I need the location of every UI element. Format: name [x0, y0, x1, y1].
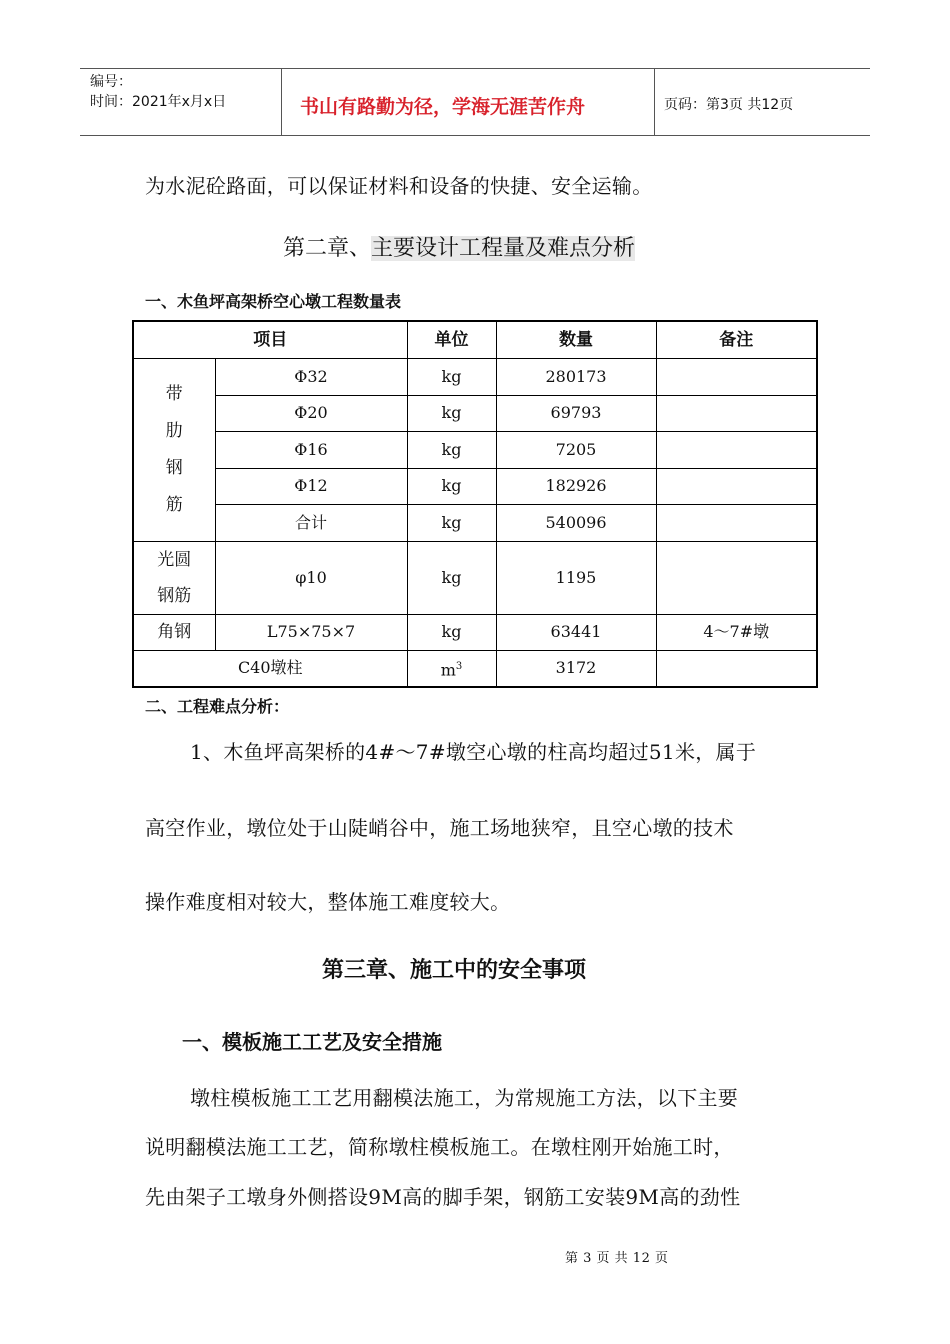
- table-row: [133, 468, 817, 504]
- pier-column-label: C40墩柱: [133, 650, 407, 687]
- table-cell-unit: $m^3$: [407, 650, 496, 687]
- header-motto: 书山有路勤为径，学海无涯苦作舟: [300, 96, 586, 118]
- difficulty-line-3: 操作难度相对较大，整体施工难度较大。: [145, 890, 511, 914]
- table-cell-unit: kg: [407, 468, 496, 504]
- section1-title: 一、木鱼坪高架桥空心墩工程数量表: [145, 292, 402, 311]
- table-cell-qty: 280173: [496, 358, 656, 395]
- difficulty-line-1: 1、木鱼坪高架桥的4#～7#墩空心墩的柱高均超过51米，属于: [190, 740, 757, 764]
- difficulty-line-2: 高空作业，墩位处于山陡峭谷中，施工场地狭窄，且空心墩的技术: [145, 816, 734, 840]
- header-unit: 单位: [407, 321, 496, 358]
- table-cell-qty: 1195: [496, 541, 656, 614]
- table-row: [133, 541, 817, 614]
- table-cell-note: [656, 358, 817, 395]
- header-top-rule: [80, 68, 870, 69]
- table-cell-unit: kg: [407, 395, 496, 431]
- section2-title: 二、工程难点分析：: [145, 697, 290, 716]
- table-cell-spec: Φ16: [215, 431, 407, 468]
- table-cell-note: [656, 650, 817, 687]
- table-cell-spec: L75×75×7: [215, 614, 407, 650]
- header-page-info: 页码：第3页 共12页: [664, 97, 794, 113]
- table-cell-qty: 540096: [496, 504, 656, 541]
- table-row: [133, 614, 817, 650]
- chapter2-heading: [283, 231, 635, 262]
- table-cell-note: [656, 431, 817, 468]
- table-cell-qty: 69793: [496, 395, 656, 431]
- table-row: [133, 504, 817, 541]
- table-cell-spec: 合计: [215, 504, 407, 541]
- chapter2-title: 主要设计工程量及难点分析: [371, 236, 636, 261]
- table-cell-qty: 3172: [496, 650, 656, 687]
- header-bottom-rule: [80, 135, 870, 136]
- table-cell-qty: 7205: [496, 431, 656, 468]
- header-note: 备注: [656, 321, 817, 358]
- chapter3-heading: 第三章、施工中的安全事项: [322, 958, 587, 983]
- table-cell-qty: 182926: [496, 468, 656, 504]
- table-header-row: [133, 321, 817, 358]
- table-cell-unit: kg: [407, 541, 496, 614]
- table-cell-note: [656, 395, 817, 431]
- table-cell-qty: 63441: [496, 614, 656, 650]
- table-row: [133, 431, 817, 468]
- header-item: 项目: [133, 321, 407, 358]
- page-footer: 第 3 页 共 12 页: [565, 1251, 669, 1266]
- formwork-line-3: 先由架子工墩身外侧搭设9M高的脚手架，钢筋工安装9M高的劲性: [145, 1185, 741, 1209]
- quantity-table: [132, 320, 818, 688]
- plain-rebar-label: 光圆 钢筋: [133, 541, 215, 614]
- chapter2-prefix: 第二章、: [283, 236, 372, 261]
- table-cell-note: [656, 504, 817, 541]
- header-code-label: 编号：: [90, 74, 132, 90]
- table-cell-unit: kg: [407, 358, 496, 395]
- header-date: 时间：2021年x月x日: [90, 94, 227, 110]
- table-row: [133, 395, 817, 431]
- table-cell-note: [656, 541, 817, 614]
- table-cell-unit: kg: [407, 614, 496, 650]
- header-quantity: 数量: [496, 321, 656, 358]
- table-cell-spec: Φ20: [215, 395, 407, 431]
- table-cell-spec: φ10: [215, 541, 407, 614]
- table-row: [133, 358, 817, 395]
- table-cell-note: [656, 468, 817, 504]
- table-cell-note: 4～7#墩: [656, 614, 817, 650]
- ribbed-rebar-label: 带 肋 钢 筋: [133, 358, 215, 541]
- table-cell-spec: Φ12: [215, 468, 407, 504]
- table-cell-spec: Φ32: [215, 358, 407, 395]
- formwork-line-2: 说明翻模法施工工艺，简称墩柱模板施工。在墩柱刚开始施工时，: [145, 1135, 734, 1159]
- intro-paragraph: 为水泥砼路面，可以保证材料和设备的快捷、安全运输。: [145, 174, 653, 198]
- angle-steel-label: 角钢: [133, 614, 215, 650]
- table-cell-unit: kg: [407, 504, 496, 541]
- header-divider-right: [654, 68, 655, 135]
- header-divider-left: [281, 68, 282, 135]
- formwork-line-1: 墩柱模板施工工艺用翻模法施工，为常规施工方法，以下主要: [190, 1086, 739, 1110]
- table-cell-unit: kg: [407, 431, 496, 468]
- table-row: [133, 650, 817, 687]
- section3-title: 一、模板施工工艺及安全措施: [182, 1030, 442, 1054]
